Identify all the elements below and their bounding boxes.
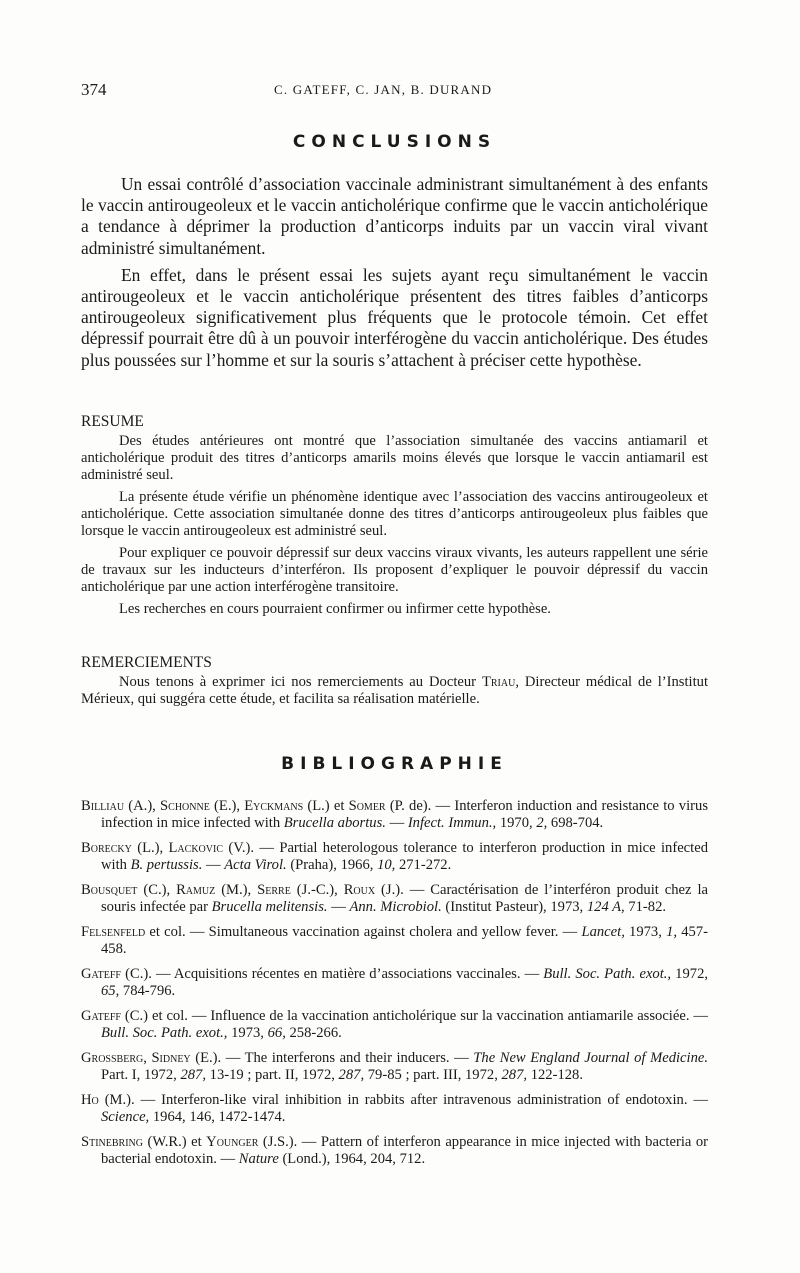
reference-text: — [202, 856, 225, 873]
author-name: Schonne [160, 797, 210, 814]
reference-text: 1973, [227, 1024, 268, 1041]
author-name: Gateff [81, 965, 121, 982]
conclusions-body [81, 174, 708, 371]
reference-text: 71-82. [624, 898, 667, 915]
reference-text: (C.) et col. — Influence de la vaccination anticholérique sur la vaccination antiamarile associée. — [121, 1007, 708, 1024]
italic-text: Bull. Soc. Path. exot., [543, 965, 672, 982]
author-name: Bousquet [81, 881, 138, 898]
reference-text: (Institut Pasteur), 1973, [441, 898, 587, 915]
conclusions-paragraph: En effet, dans le présent essai les sujets ayant reçu simultanément le vaccin antirougeoleux et le vaccin anticholérique présentent des titres faibles d’anticorps antirougeoleux significativement plus fréquents que le protocole témoin. Cet effet dépressif pourrait être dû à un pouvoir interférogène du vaccin anticholérique. Des études plus poussées sur l’homme et sur la souris s’attachent à préciser cette hypothèse. [81, 264, 708, 370]
italic-text: 10, [377, 856, 396, 873]
author-name: Billiau [81, 797, 125, 814]
author-name: Borecky [81, 839, 132, 856]
bibliography-entry [81, 1050, 708, 1084]
bibliographie-title: BIBLIOGRAPHIE [281, 753, 508, 774]
resume-body [81, 433, 708, 618]
reference-text: 79-85 ; part. III, 1972, [364, 1066, 502, 1083]
reference-text: (M.). — Interferon-like viral inhibition in rabbits after intravenous administration of endotoxin. — [98, 1091, 708, 1108]
remerciements-text: , Directeur médical de l’Institut Mérieux, qui suggéra cette étude, et facilita sa réalisation matérielle. [81, 673, 708, 707]
running-head: C. GATEFF, C. JAN, B. DURAND [274, 82, 493, 97]
reference-text: (C.), [137, 881, 177, 898]
reference-text: (C.). — Acquisitions récentes en matière d’associations vaccinales. — [121, 965, 544, 982]
reference-text: (E.), [209, 797, 245, 814]
author-name: Ramuz [176, 881, 216, 898]
reference-text: 1972, [671, 965, 709, 982]
bibliography-entry [81, 966, 708, 1000]
reference-text: 13-19 ; part. II, 1972, [206, 1066, 339, 1083]
italic-text: Brucella abortus. [283, 814, 386, 831]
reference-text: et col. — Simultaneous vaccination against cholera and yellow fever. — [145, 923, 582, 940]
reference-text: (L.) et [303, 797, 349, 814]
author-name: Sidney [151, 1049, 191, 1066]
italic-text: 124 A, [586, 898, 625, 915]
reference-text: 1973, [624, 923, 667, 940]
italic-text: 287, [180, 1066, 206, 1083]
bibliography-entry [81, 1134, 708, 1168]
reference-text: (E.). — The interferons and their inducers. — [190, 1049, 474, 1066]
italic-text: 66, [267, 1024, 286, 1041]
author-name: Grossberg [81, 1049, 144, 1066]
italic-text: Bull. Soc. Path. exot., [101, 1024, 228, 1041]
reference-text: 698-704. [547, 814, 604, 831]
page-header [81, 80, 708, 104]
author-name: Serre [257, 881, 291, 898]
bibliography-entry [81, 924, 708, 958]
bibliography-entry [81, 1008, 708, 1042]
italic-text: 287, [338, 1066, 365, 1083]
author-name: Ho [81, 1091, 99, 1108]
reference-text: (P. de). — Interferon induction and resistance to virus infection in mice infected with [101, 797, 708, 831]
bibliography-entry [81, 798, 708, 832]
reference-text: 1970, [496, 814, 537, 831]
reference-text: , [143, 1049, 152, 1066]
resume-paragraph: Des études antérieures ont montré que l’association simultanée des vaccins antiamaril et anticholérique produit des titres d’anticorps amarils moins élevés que lorsque le vaccin antiamaril est administré seul. [81, 432, 708, 483]
author-name: Gateff [81, 1007, 121, 1024]
italic-text: Lancet, [581, 923, 625, 940]
reference-text: (V.). — Partial heterologous tolerance to interferon production in mice infected with [101, 839, 708, 873]
author-name: Younger [206, 1133, 259, 1150]
bibliography-list [81, 798, 708, 1168]
reference-text: 271-272. [395, 856, 452, 873]
italic-text: 65, [101, 982, 120, 999]
resume-paragraph: La présente étude vérifie un phénomène identique avec l’association des vaccins antirougeoleux et anticholérique. Cette association simultanée donne des titres d’anticorps antirougeoleux plus faibles que lorsque le vaccin antirougeoleux est administré seul. [81, 488, 708, 539]
reference-text: (A.), [124, 797, 161, 814]
reference-text: — [327, 898, 350, 915]
reference-text: 258-266. [285, 1024, 342, 1041]
reference-text: (J.-C.), [290, 881, 344, 898]
italic-text: 1, [666, 923, 678, 940]
italic-text: Infect. Immun., [407, 814, 497, 831]
reference-text: (Lond.), 1964, 204, 712. [278, 1150, 426, 1167]
remerciements-name: Triau [481, 673, 516, 690]
remerciements-title: REMERCIEMENTS [81, 653, 212, 671]
author-name: Felsenfeld [81, 923, 146, 940]
italic-text: Ann. Microbiol. [349, 898, 442, 915]
conclusions-title: CONCLUSIONS [292, 132, 497, 152]
italic-text: B. pertussis. [130, 856, 203, 873]
reference-text: (W.R.) et [143, 1133, 207, 1150]
reference-text: 784-796. [119, 982, 176, 999]
page-number: 374 [81, 80, 107, 99]
remerciements-text: Nous tenons à exprimer ici nos remerciements au Docteur [119, 673, 482, 690]
reference-text: (Praha), 1966, [286, 856, 378, 873]
italic-text: Acta Virol. [224, 856, 287, 873]
author-name: Eyckmans [244, 797, 304, 814]
reference-text: 457-458. [101, 923, 709, 957]
bibliography-entry [81, 1092, 708, 1126]
reference-text: (J.S.). — Pattern of interferon appearance in mice injected with bacteria or bacterial endotoxin. — [101, 1133, 708, 1167]
italic-text: 287, [501, 1066, 528, 1083]
author-name: Lackovic [168, 839, 223, 856]
resume-paragraph: Pour expliquer ce pouvoir dépressif sur deux vaccins viraux vivants, les auteurs rappellent une série de travaux sur les inducteurs d’interféron. Ils proposent d’expliquer le pouvoir dépressif du vaccin anticholérique par une action interférogène transitoire. [81, 544, 708, 595]
bibliography-entry [81, 840, 708, 874]
author-name: Roux [343, 881, 376, 898]
resume-title: RESUME [81, 412, 144, 430]
reference-text: (J.). — Caractérisation de l’interféron produit chez la souris infectée par [101, 881, 708, 915]
italic-text: Science, [101, 1108, 150, 1125]
italic-text: 2, [536, 814, 548, 831]
reference-text: Part. I, 1972, [101, 1066, 181, 1083]
reference-text: 122-128. [527, 1066, 583, 1083]
author-name: Somer [348, 797, 386, 814]
remerciements-paragraph [81, 674, 708, 708]
conclusions-paragraph: Un essai contrôlé d’association vaccinale administrant simultanément à des enfants le vaccin antirougeoleux et le vaccin anticholérique confirme que le vaccin anticholérique a tendance à déprimer la production d’anticorps induits par un vaccin viral vivant administré simultanément. [81, 174, 708, 258]
reference-text: 1964, 146, 1472-1474. [149, 1108, 286, 1125]
bibliography-entry [81, 882, 708, 916]
italic-text: Brucella melitensis. [211, 898, 328, 915]
reference-text: — [385, 814, 408, 831]
page [81, 80, 708, 1176]
italic-text: The New England Journal of Medicine. [473, 1049, 709, 1066]
resume-paragraph: Les recherches en cours pourraient confirmer ou infirmer cette hypothèse. [119, 600, 551, 617]
reference-text: (M.), [215, 881, 258, 898]
italic-text: Nature [238, 1150, 279, 1167]
author-name: Stinebring [81, 1133, 143, 1150]
reference-text: (L.), [131, 839, 169, 856]
